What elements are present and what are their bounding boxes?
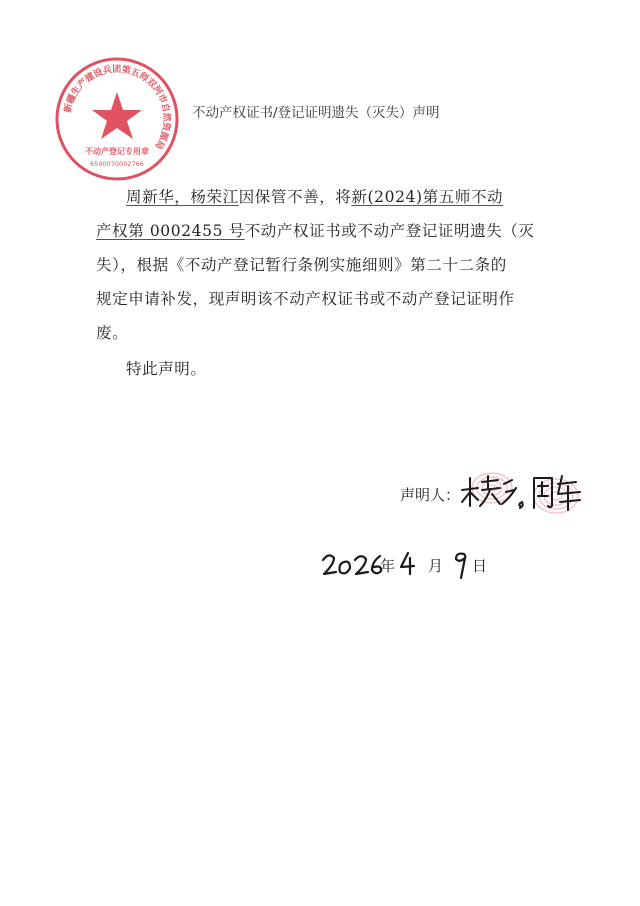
year-unit: 年 [380, 557, 396, 575]
handwritten-signature [458, 466, 590, 514]
owner-names: 周新华，杨荣江 [126, 188, 239, 206]
body-line-5: 废。 [96, 324, 129, 342]
handwritten-day [452, 548, 470, 582]
declarant-label: 声明人： [400, 486, 461, 504]
body-text-segment: 不动产权证书或不动产登记证明遗失（灭 [244, 222, 535, 240]
official-seal [54, 56, 180, 182]
body-line-4: 规定申请补发，现声明该不动产权证书或不动产登记证明作 [96, 290, 515, 308]
statement-body [96, 180, 556, 386]
star-icon [92, 92, 142, 139]
certificate-number-part2: 产权第 0002455 号 [96, 222, 245, 240]
signature-block [400, 472, 600, 522]
body-line-1 [96, 180, 556, 214]
body-text-segment: 因保管不善，将 [238, 188, 352, 206]
month-unit: 月 [428, 557, 444, 575]
seal-code: 6590070002766 [90, 160, 144, 168]
body-line-3: 失），根据《不动产登记暂行条例实施细则》第二十二条的 [96, 256, 507, 274]
body-line-2 [96, 214, 556, 248]
seal-ring-text: 新疆生产建设兵团第五师双河市自然资源局 [63, 64, 172, 151]
seal-center-text: 不动产登记专用章 [85, 147, 149, 156]
handwritten-month [398, 550, 416, 578]
date-block [320, 548, 520, 588]
certificate-number-part1: 新(2024)第五师不动 [351, 188, 504, 206]
handwritten-year [320, 550, 386, 580]
day-unit: 日 [472, 557, 488, 575]
closing-statement: 特此声明。 [126, 360, 207, 378]
page-title: 不动产权证书/登记证明遗失（灭失）声明 [192, 105, 440, 121]
